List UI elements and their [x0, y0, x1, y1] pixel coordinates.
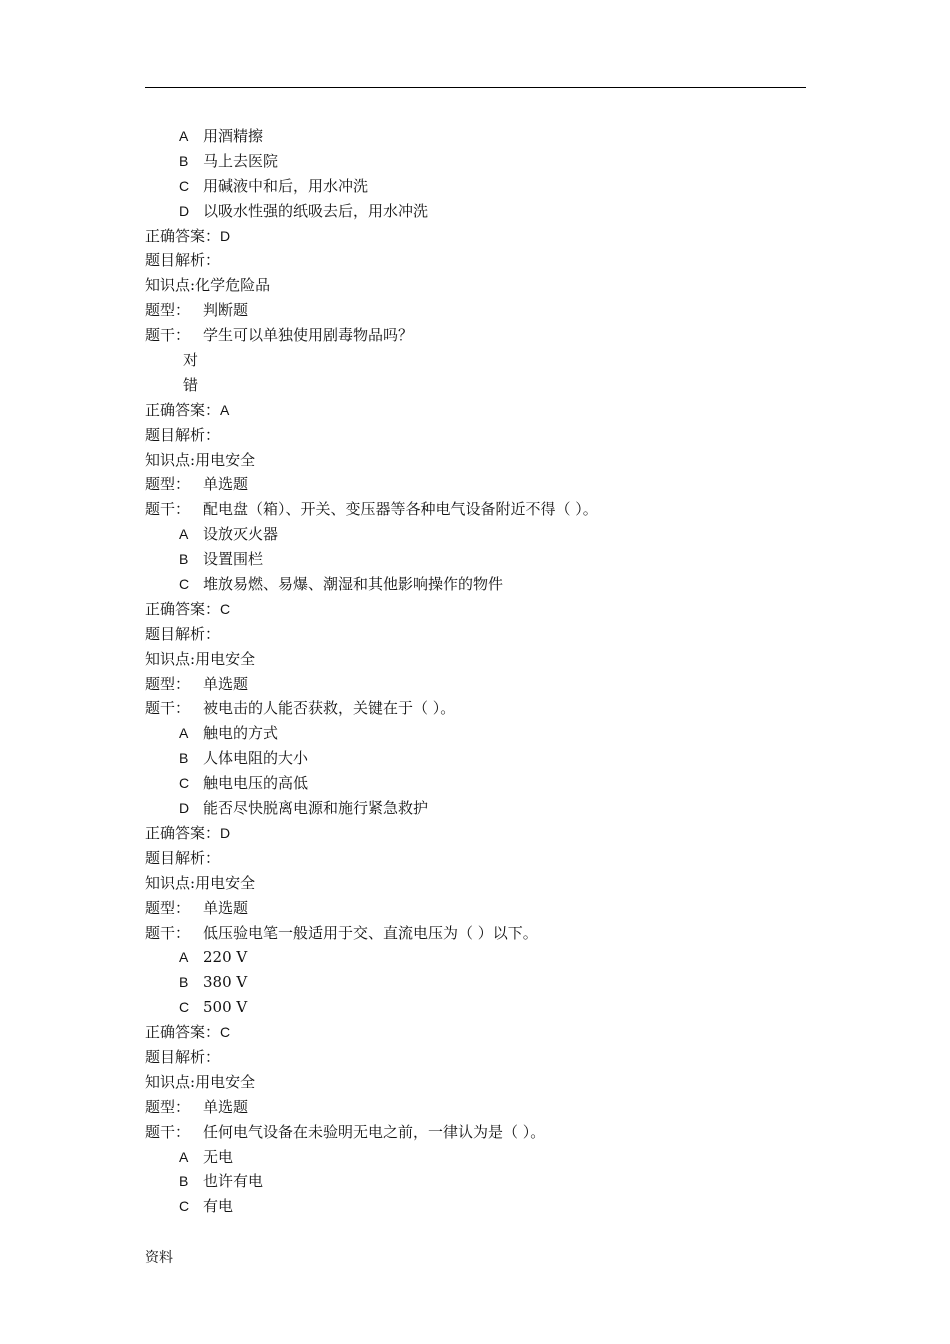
- option-text: 也许有电: [203, 1172, 264, 1191]
- option-letter: C: [179, 775, 190, 792]
- option-letter: C: [179, 1198, 190, 1215]
- question-stem-value: 学生可以单独使用剧毒物品吗？: [203, 326, 414, 345]
- correct-answer: [145, 597, 806, 622]
- option-letter: A: [179, 949, 189, 966]
- option-text: 触电的方式: [203, 724, 279, 743]
- question-stem: [145, 497, 806, 522]
- option-letter: B: [179, 750, 189, 767]
- correct-answer: [145, 821, 806, 846]
- option-letter: C: [179, 999, 190, 1016]
- option-text: 触电电压的高低: [203, 774, 309, 793]
- question-analysis: [145, 248, 806, 273]
- knowledge-point: [145, 448, 806, 473]
- question-type-value: 单选题: [203, 898, 249, 917]
- question-stem-label: 题干：: [145, 326, 191, 345]
- question-type-label: 题型：: [145, 301, 191, 320]
- question-type: [145, 298, 806, 323]
- option-letter: B: [179, 551, 189, 568]
- option-text: 人体电阻的大小: [203, 749, 309, 768]
- question-type-value: 单选题: [203, 674, 249, 693]
- option-text: 堆放易燃、易爆、潮湿和其他影响操作的物件: [203, 575, 504, 594]
- question-type-label: 题型：: [145, 898, 191, 917]
- knowledge-point-value: 用电安全: [195, 1072, 256, 1091]
- knowledge-point: [145, 647, 806, 672]
- correct-answer: [145, 398, 806, 423]
- knowledge-point-label: 知识点:: [145, 276, 196, 295]
- option-letter: C: [179, 177, 190, 194]
- answer-option: [145, 1145, 806, 1170]
- answer-option: [145, 721, 806, 746]
- tf-option: 对: [183, 351, 199, 370]
- question-type: [145, 1095, 806, 1120]
- option-letter: A: [179, 725, 189, 742]
- question-stem: [145, 696, 806, 721]
- option-letter: B: [179, 1173, 189, 1190]
- answer-option: [145, 1169, 806, 1194]
- knowledge-point: [145, 1070, 806, 1095]
- option-text: 有电: [203, 1197, 234, 1216]
- option-text: 以吸水性强的纸吸去后，用水冲洗: [203, 201, 429, 220]
- knowledge-point-value: 用电安全: [195, 450, 256, 469]
- option-text: 500 V: [203, 998, 248, 1017]
- option-letter: B: [179, 152, 189, 169]
- option-text: 无电: [203, 1147, 234, 1166]
- option-letter: A: [179, 526, 189, 543]
- question-stem: [145, 1120, 806, 1145]
- correct-answer-label: 正确答案：: [145, 226, 221, 245]
- question-stem-label: 题干：: [145, 923, 191, 942]
- question-type-value: 判断题: [203, 301, 249, 320]
- answer-option: [145, 174, 806, 199]
- question-type-label: 题型：: [145, 674, 191, 693]
- page-footer: 资料: [145, 1250, 173, 1266]
- question-stem-label: 题干：: [145, 699, 191, 718]
- question-analysis: [145, 423, 806, 448]
- correct-answer-label: 正确答案：: [145, 400, 221, 419]
- knowledge-point-value: 用电安全: [195, 649, 256, 668]
- option-text: 用碱液中和后，用水冲洗: [203, 176, 369, 195]
- option-text: 马上去医院: [203, 151, 279, 170]
- question-list: [145, 124, 806, 1219]
- question-analysis: [145, 1045, 806, 1070]
- answer-option: [145, 746, 806, 771]
- question-analysis: [145, 846, 806, 871]
- question-analysis-label: 题目解析：: [145, 425, 221, 444]
- option-letter: A: [179, 1148, 189, 1165]
- question-analysis: [145, 622, 806, 647]
- correct-answer-value: A: [220, 401, 230, 418]
- option-text: 能否尽快脱离电源和施行紧急救护: [203, 799, 429, 818]
- option-text: 用酒精擦: [203, 127, 264, 145]
- knowledge-point: [145, 871, 806, 896]
- knowledge-point-value: 用电安全: [195, 873, 256, 892]
- question-type-value: 单选题: [203, 475, 249, 494]
- question-analysis-label: 题目解析：: [145, 848, 221, 867]
- question-stem-value: 低压验电笔一般适用于交、直流电压为（ ）以下。: [203, 923, 538, 942]
- correct-answer-label: 正确答案：: [145, 599, 221, 618]
- question-analysis-label: 题目解析：: [145, 251, 221, 270]
- tf-option: 错: [183, 375, 199, 394]
- answer-option: [145, 796, 806, 821]
- question-stem: [145, 921, 806, 946]
- knowledge-point-label: 知识点:: [145, 450, 196, 469]
- knowledge-point-label: 知识点:: [145, 873, 196, 892]
- option-letter: D: [179, 202, 190, 219]
- question-stem-value: 任何电气设备在未验明无电之前，一律认为是（ ）。: [203, 1122, 546, 1141]
- correct-answer-value: D: [220, 227, 231, 244]
- question-type-label: 题型：: [145, 1097, 191, 1116]
- correct-answer: [145, 224, 806, 249]
- correct-answer-value: C: [220, 1024, 231, 1041]
- option-text: 220 V: [203, 948, 248, 967]
- answer-option: [145, 970, 806, 995]
- answer-option: [145, 199, 806, 224]
- option-text: 设置围栏: [203, 550, 264, 569]
- header-rule: [145, 87, 806, 88]
- question-stem-value: 配电盘（箱）、开关、变压器等各种电气设备附近不得（ ）。: [203, 500, 598, 519]
- question-stem-label: 题干：: [145, 1122, 191, 1141]
- knowledge-point-value: 化学危险品: [195, 276, 271, 295]
- answer-option: [145, 149, 806, 174]
- answer-option: [145, 572, 806, 597]
- option-letter: B: [179, 974, 189, 991]
- question-type: [145, 672, 806, 697]
- knowledge-point: [145, 273, 806, 298]
- correct-answer-label: 正确答案：: [145, 823, 221, 842]
- option-letter: D: [179, 800, 190, 817]
- correct-answer-value: C: [220, 600, 231, 617]
- option-text: 设放灭火器: [203, 525, 279, 544]
- answer-option: [145, 1194, 806, 1219]
- answer-option: [145, 945, 806, 970]
- correct-answer: [145, 1020, 806, 1045]
- question-stem-label: 题干：: [145, 500, 191, 519]
- question-stem: [145, 323, 806, 348]
- correct-answer-value: D: [220, 824, 231, 841]
- question-type: [145, 472, 806, 497]
- knowledge-point-label: 知识点:: [145, 1072, 196, 1091]
- question-stem-value: 被电击的人能否获救，关键在于（ ）。: [203, 699, 456, 718]
- answer-option: [145, 522, 806, 547]
- question-analysis-label: 题目解析：: [145, 1047, 221, 1066]
- answer-option: [145, 995, 806, 1020]
- question-analysis-label: 题目解析：: [145, 624, 221, 643]
- question-type: [145, 896, 806, 921]
- answer-option: [145, 124, 806, 149]
- question-type-label: 题型：: [145, 475, 191, 494]
- correct-answer-label: 正确答案：: [145, 1023, 221, 1042]
- knowledge-point-label: 知识点:: [145, 649, 196, 668]
- answer-option: [145, 547, 806, 572]
- option-letter: C: [179, 576, 190, 593]
- option-letter: A: [179, 128, 189, 144]
- answer-option: [145, 771, 806, 796]
- question-type-value: 单选题: [203, 1097, 249, 1116]
- option-text: 380 V: [203, 973, 248, 992]
